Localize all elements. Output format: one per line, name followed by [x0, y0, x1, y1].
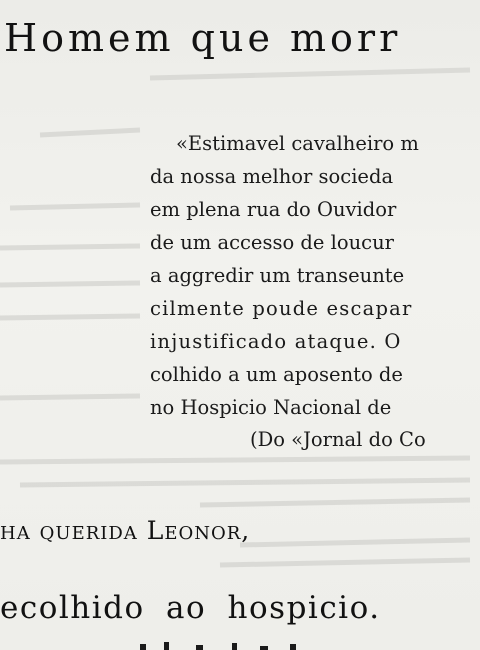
- quote-line: da nossa melhor socieda: [150, 165, 394, 188]
- quote-attribution: (Do «Jornal do Co: [250, 428, 426, 451]
- quote-line: colhido a um aposento de: [150, 363, 403, 386]
- quote-line: de um accesso de loucur: [150, 231, 394, 254]
- cut-off-text-fragment: [120, 640, 340, 650]
- quote-line: em plena rua do Ouvidor: [150, 198, 397, 221]
- letter-body-line: ecolhido ao hospicio.: [0, 590, 381, 626]
- quote-line: injustificado ataque. O: [150, 330, 402, 353]
- quote-line: cilmente poude escapar: [150, 297, 413, 320]
- article-title: Homem que morr: [4, 16, 402, 60]
- quote-line: no Hospicio Nacional de: [150, 396, 392, 419]
- quote-line: «Estimavel cavalheiro m: [176, 132, 419, 155]
- quote-line: a aggredir um transeunte: [150, 264, 405, 287]
- quoted-news-excerpt: [150, 127, 419, 424]
- letter-salutation: ha querida Leonor,: [0, 516, 251, 545]
